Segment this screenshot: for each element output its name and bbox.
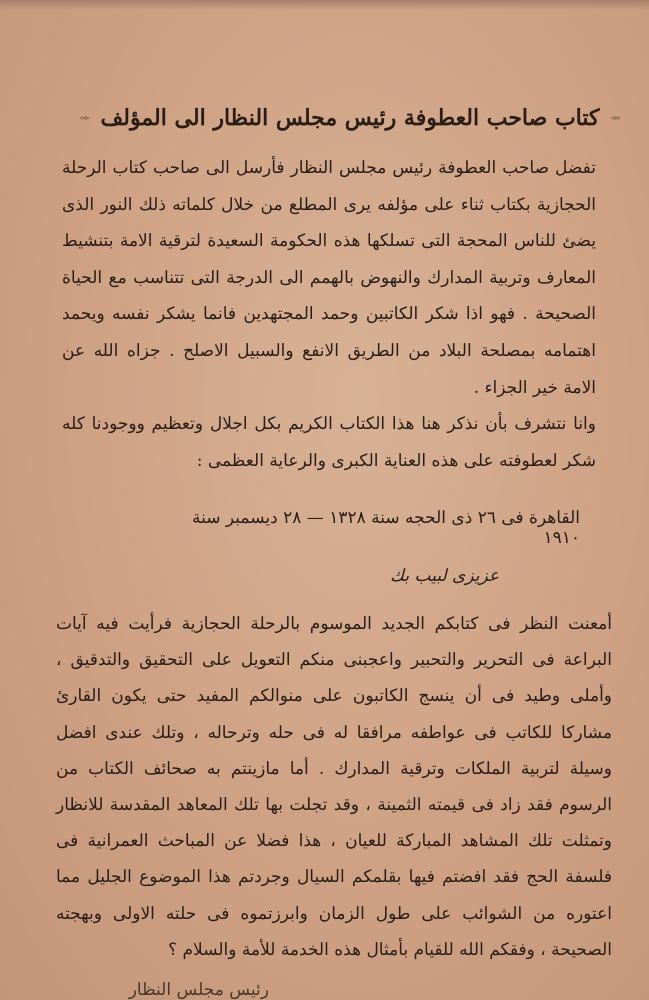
letter-paragraph-1: أمعنت النظر فى كتابكم الجديد الموسوم بالرحلة الحجازية فرأيت فيه آيات البراعة فى التحرير والتحبير واعجبنى منكم التعويل على التحقيق والتدقيق ، وأملى وطيد فى أن ينسج الكاتبون على منوالكم المفيد حتى يكون القارئ مشاركا للكاتب فى عواطفه مرافقا له فى حله وترحاله ، وتلك عندى افضل وسيلة لتربية الملكات وترقية المدارك . أما مازينتم به صحائف الكتاب من الرسوم فقد زاد فى قيمته الثمينة ، وقد تجلت بها تلك المعاهد المقدسة للانظار وتمثلت تلك المشاهد المباركة للعيان ، هذا فضلا عن المباحث العمرانية فى فلسفة الحج فقد افضتم فيها بقلمكم السيال وجردتم هذا الموضوع الجليل مما اعتوره من الشوائب على طول الزمان وابرزتموه فى حلته الاولى وبهجته الصحيحة ، وفقكم الله للقيام بأمثال هذه الخدمة للأمة والسلام ؟ [56, 614, 612, 960]
dateline: القاهرة فى ٢٦ ذى الحجه سنة ١٣٢٨ — ٢٨ ديسمبر سنة ١٩١٠ [192, 508, 580, 548]
page-title: كتاب صاحب العطوفة رئيس مجلس النظار الى المؤلف [100, 105, 600, 131]
ornament-left-icon [80, 106, 91, 130]
letter-body [56, 606, 612, 968]
letter-salutation: عزيزى لبيب بك [390, 566, 499, 586]
section-header [80, 96, 620, 140]
page-edge-shadow [0, 0, 649, 10]
intro-text [62, 150, 596, 479]
intro-paragraph-2: وانا نتشرف بأن نذكر هنا هذا الكتاب الكريم بكل اجلال وتعظيم ووجودنا كله شكر لعطوفته على هذه العناية الكبرى والرعاية العظمى : [62, 414, 596, 471]
letter-signature: رئيس مجلس النظار [128, 980, 269, 1000]
intro-paragraph-1: تفضل صاحب العطوفة رئيس مجلس النظار فأرسل الى صاحب كتاب الرحلة الحجازية بكتاب ثناء على مؤلفه يرى المطلع من خلال كلماته ذلك النور الذى يضئ للناس المحجة التى تسلكها هذه الحكومة السعيدة لترقية الامة بتنشيط المعارف وتربية المدارك والنهوض بالهمم الى الدرجة التى تتناسب مع الحياة الصحيحة . فهو اذا شكر الكاتبين وحمد المجتهدين فانما يشكر نفسه ويحمد اهتمامه بمصلحة البلاد من الطريق الانفع والسبيل الاصلح . جزاه الله عن الامة خير الجزاء . [62, 158, 596, 398]
ornament-right-icon [610, 106, 621, 130]
